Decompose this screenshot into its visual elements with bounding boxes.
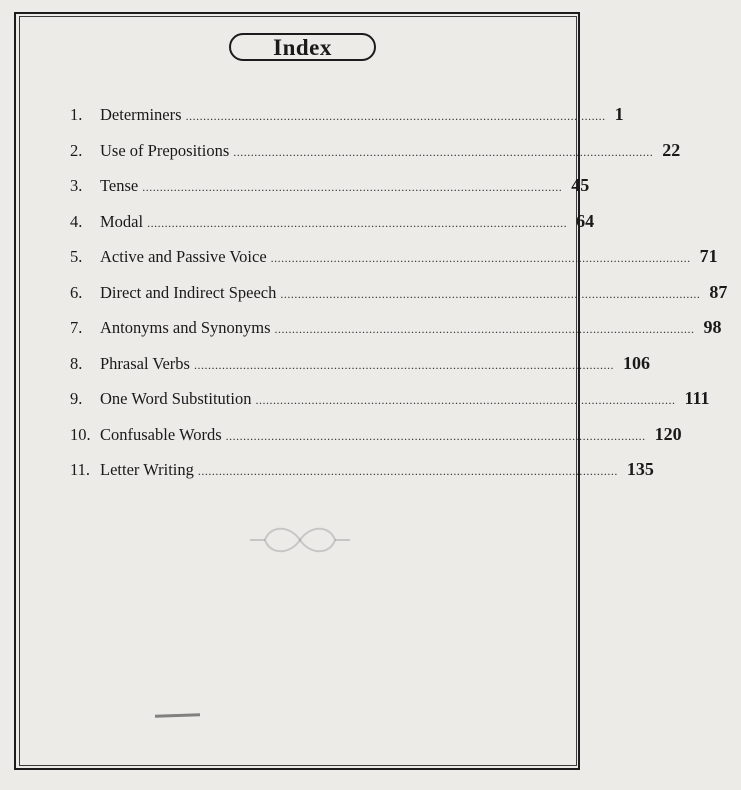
toc-dot-leader: ........................................................................................................................ xyxy=(270,251,691,265)
toc-entry-number: 7. xyxy=(70,318,83,337)
toc-entry-title: Phrasal Verbs xyxy=(100,353,190,373)
toc-entry[interactable] xyxy=(70,210,595,248)
toc-entry-title: Direct and Indirect Speech xyxy=(100,282,277,302)
toc-entry-number: 3. xyxy=(70,176,83,195)
toc-dot-leader: ........................................................................................................................ xyxy=(197,464,618,478)
toc-entry-page-number: 45 xyxy=(571,175,590,195)
toc-entry-page-number: 87 xyxy=(709,281,728,302)
toc-dot-leader: ........................................................................................................................ xyxy=(147,215,568,230)
toc-entry-title: Tense xyxy=(100,176,139,195)
toc-dot-leader: ........................................................................................................................ xyxy=(225,428,646,443)
toc-entry[interactable] xyxy=(70,317,722,354)
toc-entry-title: One Word Substitution xyxy=(100,389,252,408)
toc-entry-number: 9. xyxy=(70,389,83,408)
toc-entry-number: 1. xyxy=(70,105,83,124)
toc-entry-page-number: 1 xyxy=(614,104,624,124)
toc-dot-leader: ........................................................................................................................ xyxy=(193,357,614,372)
toc-entry-title: Determiners xyxy=(100,105,182,124)
toc-entry-page-number: 111 xyxy=(684,388,710,408)
toc-entry-title: Antonyms and Synonyms xyxy=(100,318,271,337)
toc-entry-page-number: 64 xyxy=(576,210,595,231)
toc-entry-page-number: 22 xyxy=(662,139,681,160)
toc-entry-number: 11. xyxy=(70,460,91,479)
toc-entry-title: Confusable Words xyxy=(100,424,222,444)
toc-entry-page-number: 120 xyxy=(654,423,682,444)
toc-entry[interactable] xyxy=(70,104,624,141)
toc-entry-number: 2. xyxy=(70,140,83,160)
toc-entry-number: 4. xyxy=(70,211,83,231)
toc-entry[interactable] xyxy=(70,139,681,177)
toc-entry-title: Letter Writing xyxy=(100,460,194,479)
toc-entry-title: Modal xyxy=(100,211,144,231)
toc-entry[interactable] xyxy=(70,246,718,283)
toc-dot-leader: ........................................................................................................................ xyxy=(255,393,676,407)
toc-entry[interactable] xyxy=(70,459,654,496)
toc-entry-title: Use of Prepositions xyxy=(100,140,230,160)
toc-entry-number: 6. xyxy=(70,282,83,302)
toc-entry[interactable] xyxy=(70,281,728,319)
table-of-contents xyxy=(70,104,728,496)
toc-entry-number: 10. xyxy=(70,424,91,444)
toc-entry[interactable] xyxy=(70,175,590,212)
toc-entry[interactable] xyxy=(70,352,650,390)
toc-entry-page-number: 135 xyxy=(626,459,654,479)
toc-entry-number: 8. xyxy=(70,353,83,373)
toc-entry-page-number: 98 xyxy=(703,317,722,337)
toc-entry-number: 5. xyxy=(70,247,83,266)
toc-entry[interactable] xyxy=(70,423,682,461)
toc-dot-leader: ........................................................................................................................ xyxy=(233,144,654,159)
page-title: Index xyxy=(273,34,332,60)
toc-entry-page-number: 106 xyxy=(622,352,650,373)
toc-entry[interactable] xyxy=(70,388,710,425)
toc-entry-page-number: 71 xyxy=(699,246,718,266)
toc-dot-leader: ........................................................................................................................ xyxy=(185,109,606,123)
toc-dot-leader: ........................................................................................................................ xyxy=(274,322,695,336)
toc-dot-leader: ........................................................................................................................ xyxy=(142,180,563,194)
toc-entry-title: Active and Passive Voice xyxy=(100,247,267,266)
index-title-box xyxy=(229,33,376,61)
toc-dot-leader: ........................................................................................................................ xyxy=(280,286,701,301)
